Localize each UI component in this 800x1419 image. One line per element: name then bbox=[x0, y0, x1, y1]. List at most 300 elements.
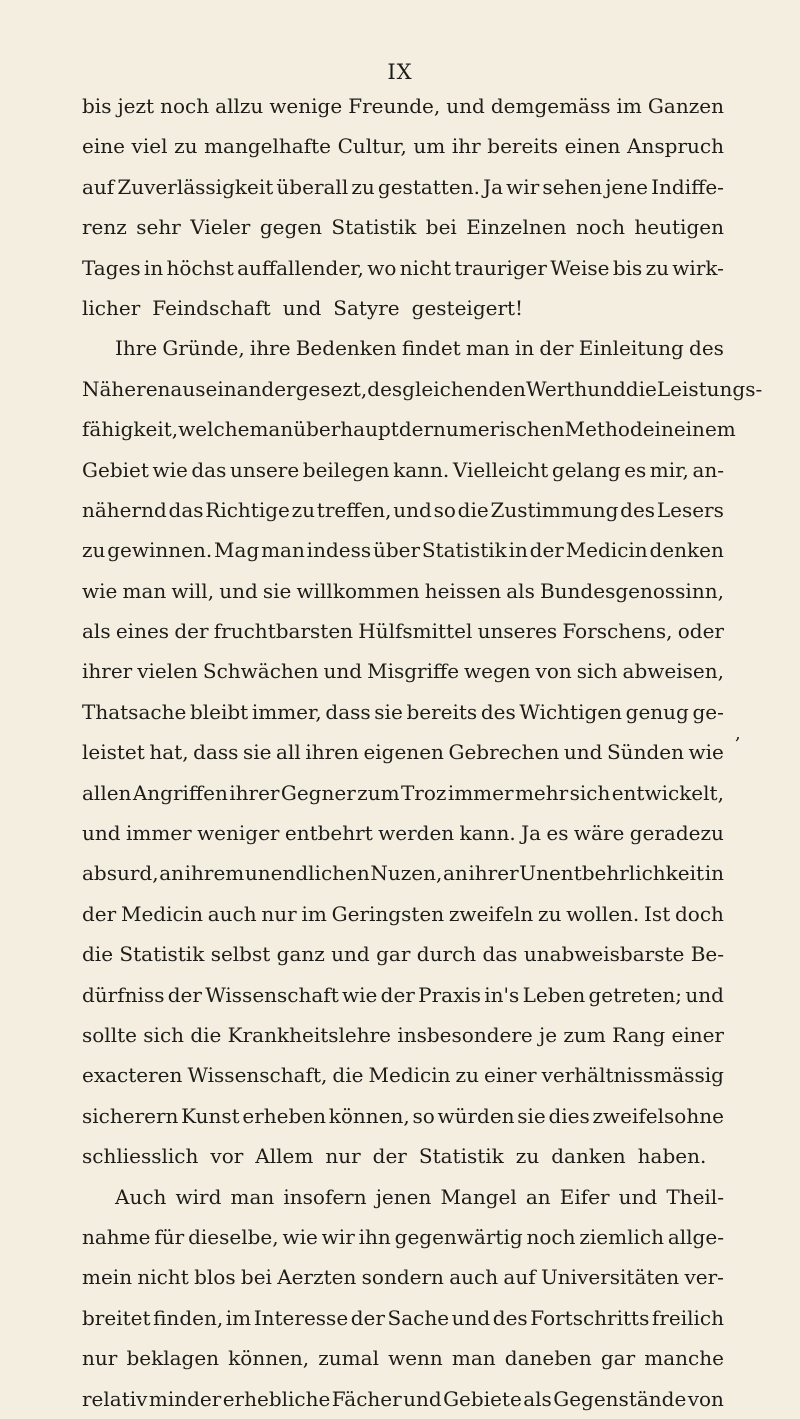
word: in's bbox=[484, 982, 520, 1007]
word: der bbox=[529, 538, 564, 563]
word: man bbox=[122, 578, 167, 603]
word: über bbox=[372, 538, 421, 563]
word: zu bbox=[455, 1063, 479, 1088]
word: und bbox=[563, 740, 603, 765]
word: auf bbox=[82, 174, 115, 199]
word: wo bbox=[367, 255, 397, 280]
text-line bbox=[82, 934, 724, 974]
word: wie bbox=[82, 578, 118, 603]
word: und bbox=[323, 659, 363, 684]
word: wir bbox=[506, 174, 540, 199]
word: immer bbox=[447, 780, 514, 805]
word: finden, bbox=[153, 1305, 224, 1330]
word: Feindschaft bbox=[152, 295, 271, 320]
word: der bbox=[167, 982, 202, 1007]
word: Medicin bbox=[368, 1063, 451, 1088]
word: Statistik bbox=[418, 1144, 504, 1169]
word: renz bbox=[82, 215, 127, 240]
word: der bbox=[372, 1144, 407, 1169]
word: insbesondere bbox=[397, 1022, 533, 1047]
text-line bbox=[82, 369, 763, 409]
word: bis bbox=[82, 94, 112, 118]
text-line bbox=[82, 530, 724, 570]
word: willkommen bbox=[296, 578, 420, 603]
word: leistet bbox=[82, 740, 145, 765]
word: will, bbox=[171, 578, 215, 603]
word: und bbox=[685, 982, 724, 1007]
word: wie bbox=[152, 457, 188, 482]
word: Näheren bbox=[82, 376, 171, 401]
word: unabweisbarste bbox=[523, 942, 685, 967]
word: Vielleicht bbox=[452, 457, 549, 482]
word: oder bbox=[677, 619, 724, 644]
text-line bbox=[82, 1096, 724, 1136]
word: fruchtbarsten bbox=[213, 619, 354, 644]
word: Interesse bbox=[253, 1305, 349, 1330]
word: Thatsache bbox=[82, 699, 187, 724]
word: treffen, bbox=[316, 497, 392, 522]
word: hat, bbox=[149, 740, 189, 765]
text-line bbox=[82, 1217, 724, 1257]
word: vor bbox=[210, 1144, 244, 1169]
word: allzu bbox=[215, 94, 264, 118]
word: Kunst bbox=[181, 1103, 240, 1128]
word: im bbox=[616, 94, 642, 118]
word: im bbox=[225, 1305, 252, 1330]
word: Einzelnen bbox=[466, 215, 567, 240]
word: und bbox=[403, 1386, 442, 1411]
text-line bbox=[82, 126, 724, 166]
word: ge- bbox=[692, 699, 724, 724]
word: relativ bbox=[82, 1386, 148, 1411]
word: sicherern bbox=[82, 1103, 179, 1128]
text-line bbox=[82, 167, 724, 207]
word: der bbox=[398, 417, 434, 442]
word: unsere bbox=[229, 457, 300, 482]
word: zu bbox=[351, 174, 375, 199]
word: Methode bbox=[564, 417, 655, 442]
word: den bbox=[488, 376, 526, 401]
word: sie bbox=[242, 740, 272, 765]
word: das bbox=[191, 457, 227, 482]
word: auseinander bbox=[170, 376, 296, 401]
word: wäre bbox=[573, 821, 625, 846]
word: sich bbox=[569, 780, 611, 805]
word: in bbox=[143, 255, 164, 280]
word: ihrer bbox=[229, 780, 280, 805]
word: indess bbox=[306, 538, 372, 563]
word: sehr bbox=[136, 215, 181, 240]
text-line bbox=[82, 773, 724, 813]
word: gar bbox=[600, 1346, 636, 1371]
word: dürfniss bbox=[82, 982, 165, 1007]
word: ihre bbox=[249, 336, 291, 361]
word: Rang bbox=[612, 1022, 666, 1047]
word: Richtige bbox=[205, 497, 290, 522]
word: auffallender, bbox=[237, 255, 364, 280]
word: Medicin bbox=[565, 538, 648, 563]
word: Anspruch bbox=[627, 134, 724, 159]
word: sich bbox=[576, 659, 618, 684]
word: abweisen, bbox=[622, 659, 724, 684]
word: Nuzen, bbox=[370, 861, 443, 886]
word: wie bbox=[688, 740, 724, 765]
word: gelang bbox=[551, 457, 621, 482]
word: Satyre bbox=[333, 295, 400, 320]
word: zu bbox=[645, 255, 669, 280]
word: einem bbox=[673, 417, 736, 442]
word: viel bbox=[131, 134, 168, 159]
text-line bbox=[82, 328, 724, 368]
word: sollte bbox=[82, 1022, 137, 1047]
word: Ja bbox=[483, 174, 504, 199]
word: bereits bbox=[406, 699, 478, 724]
word: bis bbox=[612, 255, 643, 280]
text-line bbox=[82, 894, 724, 934]
word: selbst bbox=[210, 942, 271, 967]
word: von bbox=[535, 659, 572, 684]
word: ziemlich bbox=[579, 1224, 664, 1249]
word: wirk- bbox=[672, 255, 724, 280]
word: danken bbox=[551, 1144, 626, 1169]
word: und bbox=[82, 821, 121, 846]
word: wie bbox=[282, 1224, 318, 1249]
word: als bbox=[82, 619, 111, 644]
word: noch bbox=[526, 1224, 576, 1249]
word: nahme bbox=[82, 1224, 151, 1249]
word: ganz bbox=[276, 942, 325, 967]
word: Allem bbox=[255, 1144, 314, 1169]
word: je bbox=[539, 1022, 558, 1047]
word: doch bbox=[675, 901, 724, 926]
word: nicht bbox=[137, 1265, 189, 1290]
word: demgemäss bbox=[490, 94, 611, 118]
word: wollen. bbox=[566, 901, 640, 926]
word: kann. bbox=[393, 457, 450, 482]
word: denken bbox=[649, 538, 724, 563]
word: Bundesgenossinn, bbox=[539, 578, 724, 603]
word: höchst bbox=[166, 255, 234, 280]
word: zu bbox=[538, 901, 562, 926]
word: die bbox=[332, 1063, 364, 1088]
word: manche bbox=[644, 1346, 724, 1371]
word: ihn bbox=[358, 1224, 391, 1249]
word: schliesslich bbox=[82, 1144, 199, 1169]
text-line bbox=[82, 409, 736, 449]
word: eigenen bbox=[363, 740, 444, 765]
word: entwickelt, bbox=[611, 780, 724, 805]
word: gesteigert! bbox=[411, 295, 524, 320]
word: und bbox=[331, 942, 370, 967]
word: kann. bbox=[459, 821, 516, 846]
word: sehen bbox=[542, 174, 603, 199]
text-line bbox=[82, 1055, 724, 1095]
word: Leben bbox=[522, 982, 586, 1007]
word: dieselbe, bbox=[188, 1224, 279, 1249]
word: Weise bbox=[550, 255, 610, 280]
word: können, bbox=[328, 1103, 410, 1128]
word: als bbox=[523, 1386, 552, 1411]
word: Zustimmung bbox=[490, 497, 619, 522]
word: mein bbox=[82, 1265, 133, 1290]
word: man bbox=[451, 1346, 496, 1371]
word: mehr bbox=[514, 780, 569, 805]
word: Ihre bbox=[115, 336, 158, 361]
word: zu bbox=[291, 497, 316, 522]
text-line bbox=[82, 288, 724, 328]
word: absurd, bbox=[82, 861, 159, 886]
word: Hülfsmittel bbox=[358, 619, 473, 644]
word: und bbox=[219, 578, 258, 603]
word: nur bbox=[82, 1346, 118, 1371]
word: zumal bbox=[318, 1346, 379, 1371]
word: ihren bbox=[305, 740, 359, 765]
text-line bbox=[82, 571, 724, 611]
word: Angriffen bbox=[132, 780, 228, 805]
word: insofern bbox=[283, 1184, 367, 1209]
word: Forschens, bbox=[562, 619, 673, 644]
word: an- bbox=[692, 457, 724, 482]
word: Vieler bbox=[190, 215, 251, 240]
word: und bbox=[446, 94, 485, 118]
word: immer bbox=[125, 821, 192, 846]
word: so bbox=[433, 497, 456, 522]
word: die bbox=[457, 497, 489, 522]
word: es bbox=[546, 821, 569, 846]
word: Geringsten bbox=[331, 901, 445, 926]
word: Sache bbox=[387, 1305, 450, 1330]
text-line bbox=[82, 450, 724, 490]
word: sondern bbox=[361, 1265, 444, 1290]
word: und bbox=[451, 1305, 491, 1330]
word: blos bbox=[194, 1265, 236, 1290]
word: gewinnen. bbox=[107, 538, 213, 563]
word: trauriger bbox=[454, 255, 547, 280]
word: der bbox=[539, 336, 574, 361]
word: Freunde, bbox=[348, 94, 441, 118]
word: immer, bbox=[251, 699, 322, 724]
word: desgleichen bbox=[367, 376, 489, 401]
word: nur bbox=[261, 901, 297, 926]
word: die bbox=[82, 942, 114, 967]
word: verhältnissmässig bbox=[541, 1063, 724, 1088]
word: des bbox=[480, 699, 516, 724]
word: haben. bbox=[637, 1144, 707, 1169]
word: Gebiete bbox=[443, 1386, 522, 1411]
word: sich bbox=[143, 1022, 185, 1047]
word: Fortschritts bbox=[530, 1305, 650, 1330]
word: weniger bbox=[197, 821, 280, 846]
word: in bbox=[704, 861, 724, 886]
word: gestatten. bbox=[377, 174, 480, 199]
word: Mangel bbox=[440, 1184, 517, 1209]
word: würden bbox=[437, 1103, 515, 1128]
word: jenen bbox=[375, 1184, 432, 1209]
word: Tages bbox=[82, 255, 141, 280]
word: zum bbox=[357, 780, 400, 805]
word: Mag bbox=[214, 538, 260, 563]
word: an bbox=[442, 861, 468, 886]
word: von bbox=[687, 1386, 724, 1411]
word: Statistik bbox=[421, 538, 507, 563]
word: der bbox=[380, 982, 415, 1007]
word: Cultur, bbox=[337, 134, 407, 159]
word: Gegenstände bbox=[553, 1386, 687, 1411]
word: sie bbox=[262, 578, 292, 603]
word: zu bbox=[82, 538, 106, 563]
word: des bbox=[492, 1305, 528, 1330]
word: durch bbox=[416, 942, 477, 967]
word: die bbox=[625, 376, 657, 401]
word: einer bbox=[671, 1022, 724, 1047]
word: numerischen bbox=[433, 417, 565, 442]
word: können, bbox=[228, 1346, 310, 1371]
word: Praxis bbox=[418, 982, 481, 1007]
word: mir, bbox=[649, 457, 689, 482]
word: ihrer bbox=[468, 861, 519, 886]
word: noch bbox=[575, 215, 625, 240]
word: wir bbox=[321, 1224, 355, 1249]
text-line bbox=[82, 853, 724, 893]
word: an bbox=[525, 1184, 551, 1209]
word: man bbox=[261, 538, 305, 563]
word: dass bbox=[193, 740, 239, 765]
word: der bbox=[82, 901, 117, 926]
word: erhebliche bbox=[222, 1386, 331, 1411]
word: Gründe, bbox=[162, 336, 245, 361]
word: man bbox=[249, 417, 294, 442]
word: wenige bbox=[269, 94, 343, 118]
text-line bbox=[82, 813, 724, 853]
word: sie bbox=[374, 699, 403, 724]
word: Eifer bbox=[559, 1184, 610, 1209]
word: in bbox=[654, 417, 674, 442]
word: daneben bbox=[504, 1346, 592, 1371]
word: für bbox=[154, 1224, 185, 1249]
word: getreten; bbox=[588, 982, 683, 1007]
word: als bbox=[506, 578, 535, 603]
word: ihr bbox=[451, 134, 481, 159]
text-line bbox=[82, 1177, 724, 1217]
word: Ganzen bbox=[647, 94, 724, 118]
text-line bbox=[82, 732, 724, 772]
word: der bbox=[174, 619, 209, 644]
word: man bbox=[465, 336, 510, 361]
word: gegen bbox=[259, 215, 322, 240]
word: beklagen bbox=[126, 1346, 220, 1371]
word: wenn bbox=[388, 1346, 443, 1371]
word: ver- bbox=[684, 1265, 724, 1290]
word: und bbox=[282, 295, 322, 320]
word: ihrem bbox=[184, 861, 245, 886]
text-line bbox=[82, 1379, 724, 1419]
word: es bbox=[624, 457, 647, 482]
word: fähigkeit, bbox=[82, 417, 179, 442]
word: und bbox=[618, 1184, 658, 1209]
word: zu bbox=[174, 134, 198, 159]
word: bei bbox=[240, 1265, 272, 1290]
word: Einleitung bbox=[578, 336, 684, 361]
word: jezt bbox=[117, 94, 155, 118]
word: gegenwärtig bbox=[394, 1224, 523, 1249]
word: allge- bbox=[667, 1224, 724, 1249]
margin-mark: , bbox=[735, 723, 741, 744]
word: Zuverlässigkeit bbox=[117, 174, 274, 199]
word: Gebrechen bbox=[448, 740, 560, 765]
text-line bbox=[82, 1015, 724, 1055]
word: findet bbox=[401, 336, 461, 361]
word: Ist bbox=[644, 901, 671, 926]
word: eines bbox=[115, 619, 170, 644]
word: allen bbox=[82, 780, 132, 805]
word: all bbox=[276, 740, 301, 765]
word: Statistik bbox=[331, 215, 417, 240]
text-line bbox=[82, 975, 724, 1015]
word: Krankheitslehre bbox=[227, 1022, 392, 1047]
word: in bbox=[514, 336, 535, 361]
word: Unentbehrlichkeit bbox=[519, 861, 705, 886]
word: Wissenschaft bbox=[205, 982, 339, 1007]
text-line bbox=[82, 611, 724, 651]
word: Auch bbox=[115, 1184, 167, 1209]
word: in bbox=[508, 538, 528, 563]
word: dass bbox=[325, 699, 371, 724]
word: die bbox=[190, 1022, 222, 1047]
word: bleibt bbox=[189, 699, 249, 724]
word: exacteren bbox=[82, 1063, 183, 1088]
word: des bbox=[689, 336, 724, 361]
word: und bbox=[587, 376, 626, 401]
word: Troz bbox=[400, 780, 447, 805]
word: freilich bbox=[651, 1305, 724, 1330]
word: das bbox=[168, 497, 204, 522]
word: des bbox=[620, 497, 656, 522]
word: Wichtigen bbox=[519, 699, 622, 724]
word: und bbox=[393, 497, 432, 522]
word: Medicin bbox=[120, 901, 203, 926]
word: auch bbox=[207, 901, 257, 926]
word: genug bbox=[625, 699, 689, 724]
word: mangelhafte bbox=[204, 134, 331, 159]
word: wird bbox=[175, 1184, 222, 1209]
word: Gegner bbox=[280, 780, 356, 805]
word: beilegen bbox=[302, 457, 390, 482]
word: vielen bbox=[137, 659, 198, 684]
word: einer bbox=[484, 1063, 537, 1088]
word: überhaupt bbox=[293, 417, 399, 442]
word: sie bbox=[517, 1103, 546, 1128]
word: wegen bbox=[464, 659, 531, 684]
word: ihrer bbox=[82, 659, 133, 684]
word: unseres bbox=[477, 619, 558, 644]
word: heutigen bbox=[634, 215, 724, 240]
word: bereits bbox=[487, 134, 559, 159]
text-line bbox=[82, 207, 724, 247]
word: eine bbox=[82, 134, 125, 159]
word: bei bbox=[425, 215, 457, 240]
word: wie bbox=[342, 982, 378, 1007]
word: breitet bbox=[82, 1305, 151, 1330]
word: Theil- bbox=[666, 1184, 724, 1209]
word: minder bbox=[148, 1386, 222, 1411]
word: einen bbox=[564, 134, 621, 159]
text-line bbox=[82, 490, 724, 530]
word: Werth bbox=[525, 376, 588, 401]
word: Ja bbox=[521, 821, 542, 846]
text-line bbox=[82, 1257, 724, 1297]
text-line bbox=[82, 651, 724, 691]
word: nähernd bbox=[82, 497, 167, 522]
